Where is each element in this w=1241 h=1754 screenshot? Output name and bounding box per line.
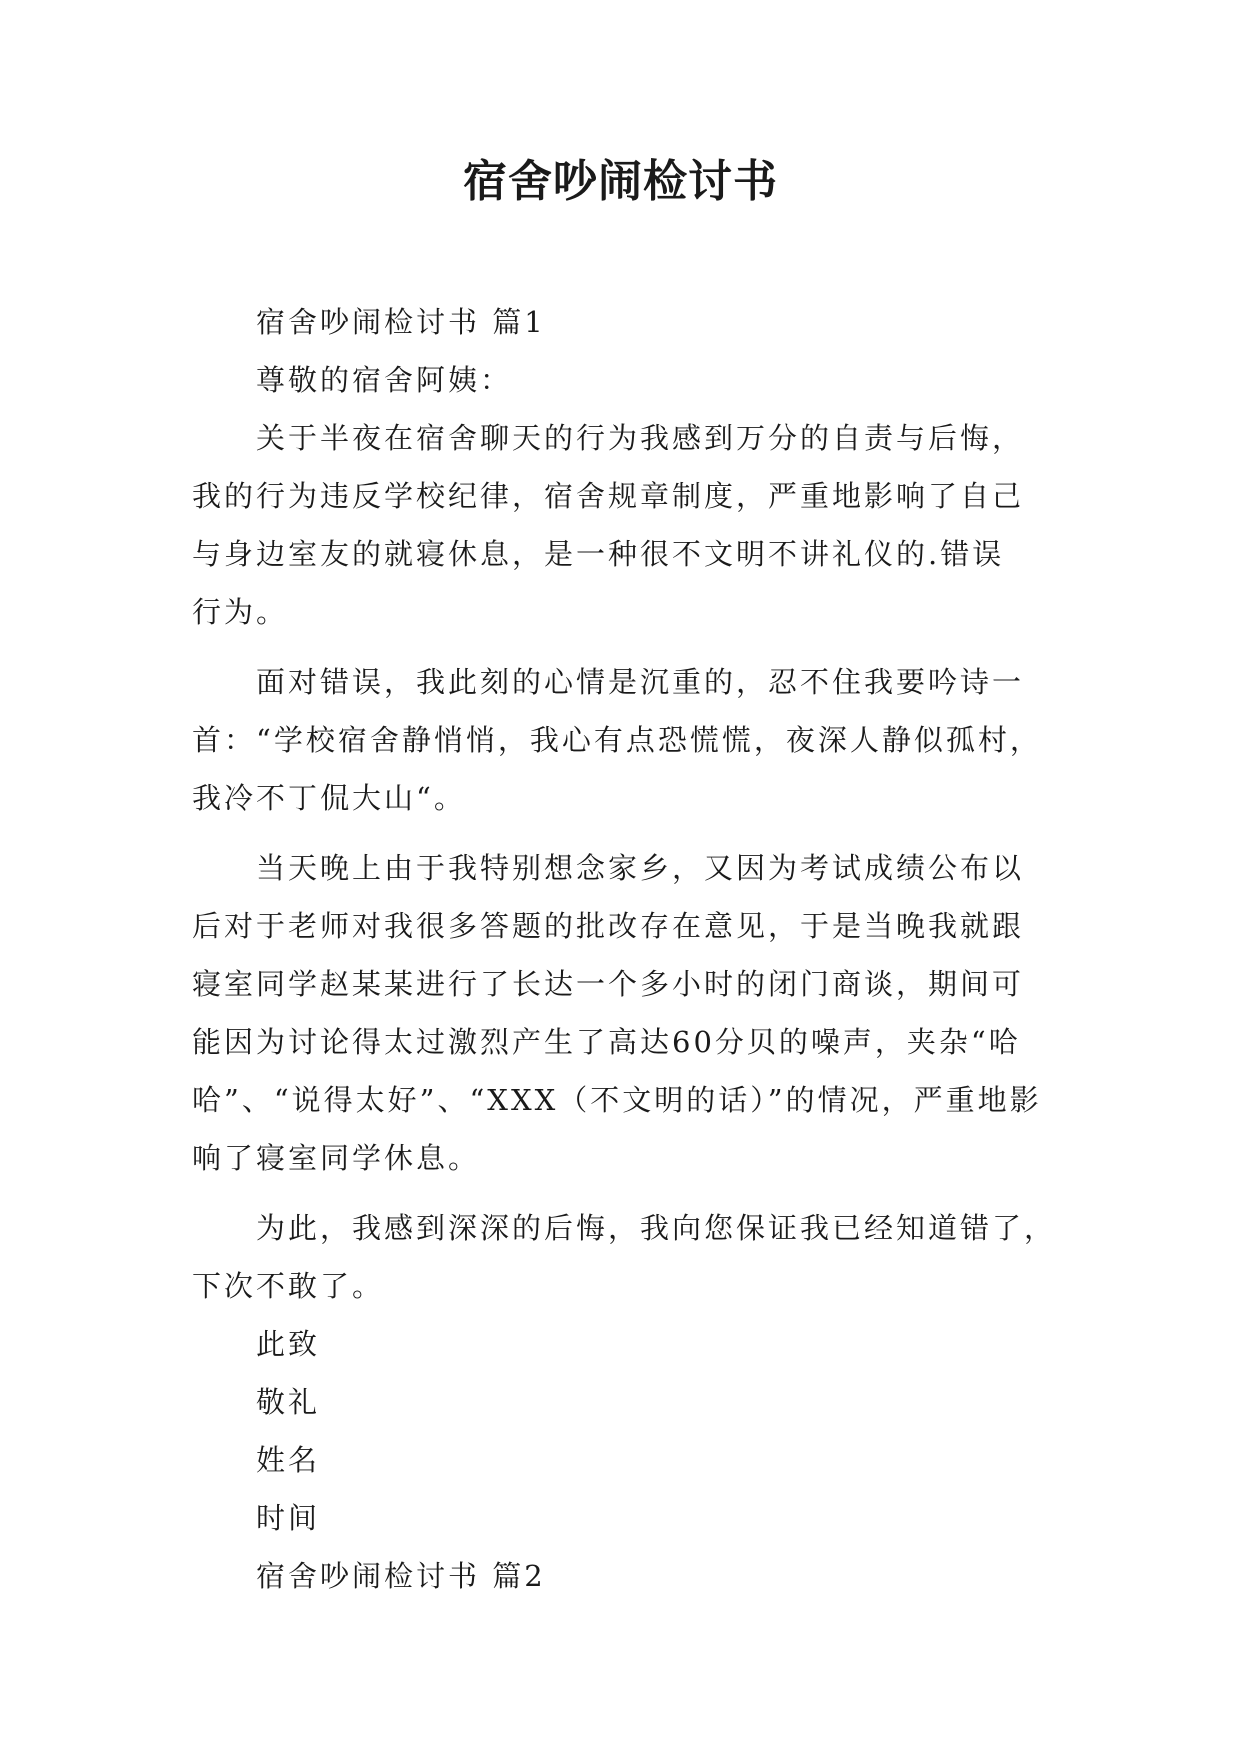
body-line: 为此，我感到深深的后悔，我向您保证我已经知道错了， [256,1211,1057,1245]
body-line: 我的行为违反学校纪律，宿舍规章制度，严重地影响了自己 [192,479,1025,513]
body-line: 当天晚上由于我特别想念家乡，又因为考试成绩公布以 [256,851,1025,885]
salutation: 尊敬的宿舍阿姨： [256,363,513,397]
closing-line: 敬礼 [256,1385,321,1419]
body-line: 首：“学校宿舍静悄悄，我心有点恐慌慌，夜深人静似孤村， [192,723,1042,757]
body-line: 我冷不丁侃大山“。 [192,781,466,815]
body-line: 与身边室友的就寝休息，是一种很不文明不讲礼仪的.错误 [192,537,1005,571]
body-line: 下次不敢了。 [192,1269,385,1303]
body-line: 后对于老师对我很多答题的批改存在意见，于是当晚我就跟 [192,909,1025,943]
closing-line: 此致 [256,1327,321,1361]
body-line: 面对错误，我此刻的心情是沉重的，忍不住我要吟诗一 [256,665,1025,699]
body-line: 哈”、“说得太好”、“XXX（不文明的话）”的情况，严重地影 [192,1083,1042,1117]
body-line: 能因为讨论得太过激烈产生了高达60分贝的噪声，夹杂“哈 [192,1025,1021,1059]
document-body [192,293,1057,1605]
signature-name: 姓名 [256,1443,321,1477]
body-line: 关于半夜在宿舍聊天的行为我感到万分的自责与后悔， [256,421,1025,455]
body-line: 行为。 [192,595,289,629]
body-line: 响了寝室同学休息。 [192,1141,481,1175]
section-heading-1: 宿舍吵闹检讨书 篇1 [256,305,546,339]
body-line: 寝室同学赵某某进行了长达一个多小时的闭门商谈，期间可 [192,967,1025,1001]
document-title: 宿舍吵闹检讨书 [463,156,778,207]
section-heading-2: 宿舍吵闹检讨书 篇2 [256,1559,546,1593]
signature-date: 时间 [256,1501,321,1535]
